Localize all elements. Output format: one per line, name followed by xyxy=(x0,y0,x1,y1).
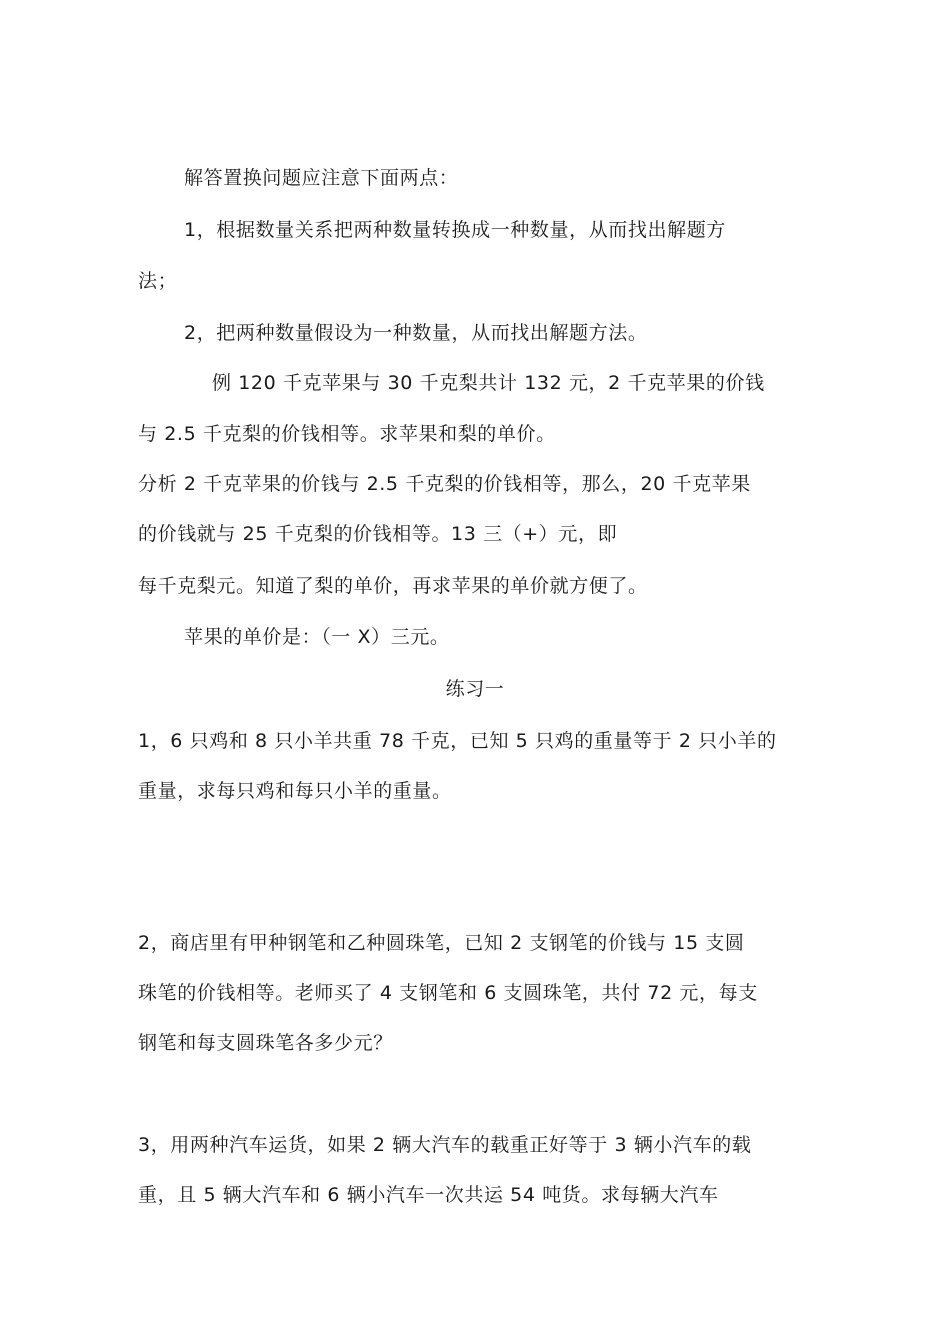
point-1-line-2: 法； xyxy=(138,270,178,292)
analysis-line-2: 的价钱就与 25 千克梨的价钱相等。13 三（+）元，即 xyxy=(138,523,618,545)
question-1-line-1: 1，6 只鸡和 8 只小羊共重 78 千克，已知 5 只鸡的重量等于 2 只小羊的 xyxy=(138,730,777,752)
apple-price-text: 苹果的单价是：（一 X）三元。 xyxy=(184,626,450,648)
intro-text: 解答置换问题应注意下面两点： xyxy=(184,167,459,189)
question-2-line-3: 钢笔和每支圆珠笔各多少元？ xyxy=(138,1032,393,1054)
question-2-line-2: 珠笔的价钱相等。老师买了 4 支钢笔和 6 支圆珠笔，共付 72 元，每支 xyxy=(138,982,758,1004)
point-2-text: 2，把两种数量假设为一种数量，从而找出解题方法。 xyxy=(184,322,648,344)
exercise-title: 练习一 xyxy=(445,678,505,700)
question-3-line-1: 3，用两种汽车运货，如果 2 辆大汽车的载重正好等于 3 辆小汽车的载 xyxy=(138,1134,752,1156)
example-line-1: 例 120 千克苹果与 30 千克梨共计 132 元，2 千克苹果的价钱 xyxy=(212,372,765,394)
question-2-line-1: 2，商店里有甲种钢笔和乙种圆珠笔，已知 2 支钢笔的价钱与 15 支圆 xyxy=(138,932,745,954)
analysis-line-1: 分析 2 千克苹果的价钱与 2.5 千克梨的价钱相等，那么，20 千克苹果 xyxy=(138,473,751,495)
point-1-line-1: 1，根据数量关系把两种数量转换成一种数量，从而找出解题方 xyxy=(184,219,726,241)
question-1-line-2: 重量，求每只鸡和每只小羊的重量。 xyxy=(138,780,452,802)
question-3-line-2: 重，且 5 辆大汽车和 6 辆小汽车一次共运 54 吨货。求每辆大汽车 xyxy=(138,1184,719,1206)
example-line-2: 与 2.5 千克梨的价钱相等。求苹果和梨的单价。 xyxy=(138,423,556,445)
analysis-line-3: 每千克梨元。知道了梨的单价，再求苹果的单价就方便了。 xyxy=(138,575,648,597)
